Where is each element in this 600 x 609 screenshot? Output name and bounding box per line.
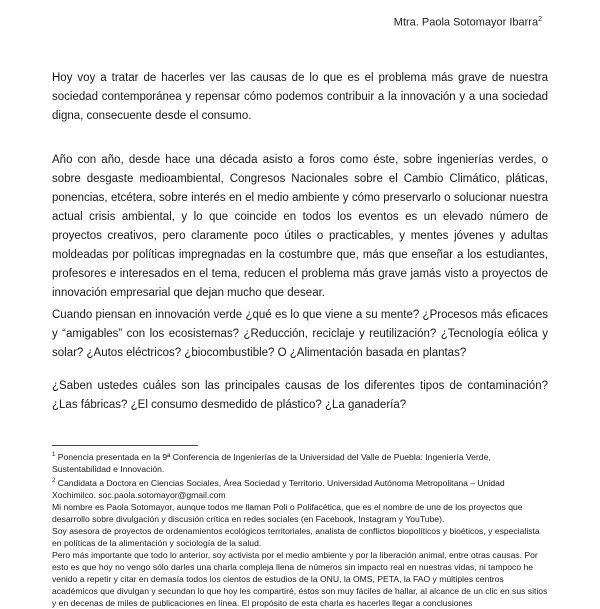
footnote-line-1: Mi nombre es Paola Sotomayor, aunque todos me llaman Poli o Polifacética, que es el nombre de uno de los proyectos que desarrollo sobre divulgación y discusión crítica en redes sociales (en Facebook, Instagram y YouTube). <box>52 501 523 524</box>
author-footnote-mark: 2 <box>538 16 542 23</box>
footnote-1-text: Ponencia presentada en la 9ª Conferencia de Ingenierías de la Universidad del Valle de Puebla: Ingeniería Verde, Sustentabilidad e Innovación. <box>52 451 491 474</box>
body-paragraph-4: ¿Saben ustedes cuáles son las principales causas de los diferentes tipos de contaminación? ¿Las fábricas? ¿El consumo desmedido de plástico? ¿La ganadería? <box>52 380 548 411</box>
body-paragraph-1: Hoy voy a tratar de hacerles ver las causas de lo que es el problema más grave de nuestra sociedad contemporánea y repensar cómo podemos contribuir a la innovación y a una sociedad digna, consecuente desde el consumo. <box>52 72 548 122</box>
author-header <box>394 16 542 29</box>
footnote-line-3: Pero más importante que todo lo anterior, soy activista por el medio ambiente y por la liberación animal, entre otras causas. Por esto es que hoy no vengo sólo darles una charla compleja llena de números sin impacto real en nuestras vidas, ni tampoco he venido a repetir y citar en demasía todos los cientos de estudios de la ONU, la OMS, PETA, la FAO y múltiples centros académicos que divulgan y secundan lo que hoy les compartiré, éstos son muy fáciles de hallar, al alcance de un clic en sus sitios y en decenas de miles de publicaciones en línea. El propósito de esta charla es hacerles llegar a conclusiones <box>52 549 548 608</box>
body-paragraph-3: Cuando piensan en innovación verde ¿qué es lo que viene a su mente? ¿Procesos más eficaces y “amigables” con los ecosistemas? ¿Reducción, reciclaje y reutilización? ¿Tecnología eólica y solar? ¿Autos eléctricos? ¿biocombustible? O ¿Alimentación basada en plantas? <box>52 309 548 359</box>
footnote-2-mark: 2 <box>52 477 56 484</box>
author-name: Mtra. Paola Sotomayor Ibarra <box>393 16 539 29</box>
footnotes-area <box>52 449 548 609</box>
footnote-2 <box>52 475 548 501</box>
footnote-1-mark: 1 <box>52 452 56 458</box>
footnote-1 <box>52 449 548 475</box>
footnote-line-2: Soy asesora de proyectos de ordenamientos ecológicos territoriales, analista de conflictos biopolíticos y bioéticos, y especialista en políticas de la alimentación y sociología de la salud. <box>52 525 540 548</box>
body-paragraph-2: Año con año, desde hace una década asisto a foros como éste, sobre ingenierías verdes, o sobre desgaste medioambiental, Congresos Nacionales sobre el Cambio Climático, pláticas, ponencias, etcétera, sobre interés en el medio ambiente y cómo preservarlo o solucionar nuestra actual crisis ambiental, y lo que coincide en todos los eventos es un elevado número de proyectos creativos, pero claramente poco útiles o practicables, y mentes jóvenes y adultas moldeadas por políticas impregnadas en la costumbre que, más que enseñar a los estudiantes, profesores e interesados en el tema, reducen el problema más grave jamás visto a proyectos de innovación empresarial que dejan mucho que desear. <box>52 154 548 299</box>
footnote-2-text: Candidata a Doctora en Ciencias Sociales, Área Sociedad y Territorio. Universidad Autónoma Metropolitana – Unidad Xochimilco. soc.paola.sotomayor@gmail.com <box>52 477 505 500</box>
footnote-separator <box>52 445 198 446</box>
